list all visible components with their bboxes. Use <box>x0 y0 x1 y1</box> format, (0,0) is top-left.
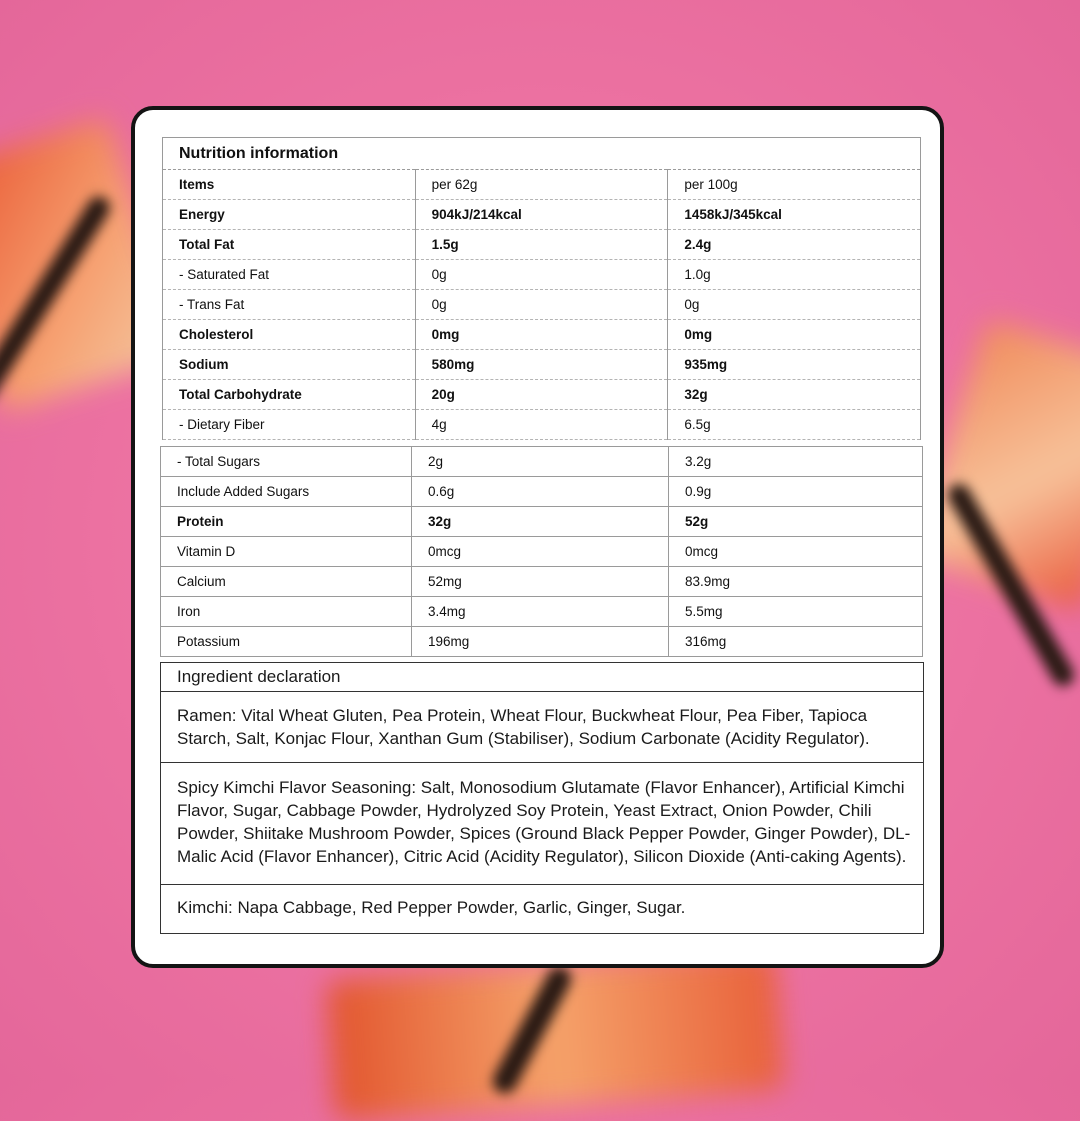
nutrient-name: Energy <box>163 200 416 230</box>
nutrient-name: Protein <box>161 507 412 537</box>
nutrient-name: - Dietary Fiber <box>163 410 416 440</box>
table-row <box>161 597 923 627</box>
table-row <box>163 320 921 350</box>
ingredient-kimchi: Kimchi: Napa Cabbage, Red Pepper Powder, Garlic, Ginger, Sugar. <box>161 884 923 933</box>
table-row <box>163 350 921 380</box>
ingredient-ramen: Ramen: Vital Wheat Gluten, Pea Protein, Wheat Flour, Buckwheat Flour, Pea Fiber, Tapioca Starch, Salt, Konjac Flour, Xanthan Gum (Stabiliser), Sodium Carbonate (Acidity Regulator). <box>161 691 923 762</box>
ingredient-seasoning: Spicy Kimchi Flavor Seasoning: Salt, Monosodium Glutamate (Flavor Enhancer), Artificial Kimchi Flavor, Sugar, Cabbage Powder, Hydrolyzed Soy Protein, Yeast Extract, Onion Powder, Chili Powder, Shiitake Mushroom Powder, Spices (Ground Black Pepper Powder, Ginger Powder), DL-Malic Acid (Flavor Enhancer), Citric Acid (Acidity Regulator), Silicon Dioxide (Anti-caking Agents). <box>161 762 923 884</box>
value-per-62g: 1.5g <box>415 230 668 260</box>
nutrient-name: Iron <box>161 597 412 627</box>
value-per-62g: 4g <box>415 410 668 440</box>
table-row <box>161 567 923 597</box>
table-row <box>161 477 923 507</box>
value-per-62g: 904kJ/214kcal <box>415 200 668 230</box>
value-per-62g: 0.6g <box>412 477 669 507</box>
nutrient-name: Potassium <box>161 627 412 657</box>
value-per-100g: 0g <box>668 290 921 320</box>
column-header-per-62g: per 62g <box>415 170 668 200</box>
table-row <box>161 627 923 657</box>
table-row <box>161 447 923 477</box>
ingredient-declaration <box>160 662 924 934</box>
nutrient-name: Sodium <box>163 350 416 380</box>
value-per-100g: 316mg <box>669 627 923 657</box>
nutrition-title: Nutrition information <box>163 138 921 170</box>
value-per-62g: 196mg <box>412 627 669 657</box>
table-row <box>163 380 921 410</box>
nutrient-name: Include Added Sugars <box>161 477 412 507</box>
table-row <box>163 260 921 290</box>
value-per-100g: 52g <box>669 507 923 537</box>
nutrient-name: Vitamin D <box>161 537 412 567</box>
table-row <box>163 200 921 230</box>
nutrient-name: - Trans Fat <box>163 290 416 320</box>
value-per-62g: 52mg <box>412 567 669 597</box>
value-per-100g: 0mg <box>668 320 921 350</box>
nutrient-name: Calcium <box>161 567 412 597</box>
nutrition-table-top <box>162 137 921 440</box>
nutrient-name: - Total Sugars <box>161 447 412 477</box>
value-per-100g: 83.9mg <box>669 567 923 597</box>
value-per-62g: 580mg <box>415 350 668 380</box>
nutrition-table-bottom <box>160 446 923 657</box>
table-header-row <box>163 170 921 200</box>
value-per-62g: 0mg <box>415 320 668 350</box>
value-per-62g: 20g <box>415 380 668 410</box>
value-per-62g: 32g <box>412 507 669 537</box>
value-per-100g: 0.9g <box>669 477 923 507</box>
value-per-100g: 0mcg <box>669 537 923 567</box>
value-per-62g: 2g <box>412 447 669 477</box>
value-per-62g: 0g <box>415 260 668 290</box>
table-row <box>161 507 923 537</box>
table-row <box>163 410 921 440</box>
value-per-100g: 935mg <box>668 350 921 380</box>
value-per-100g: 6.5g <box>668 410 921 440</box>
value-per-62g: 3.4mg <box>412 597 669 627</box>
nutrient-name: Cholesterol <box>163 320 416 350</box>
table-row <box>163 290 921 320</box>
nutrient-name: Total Carbohydrate <box>163 380 416 410</box>
label-card <box>131 106 944 968</box>
column-header-per-100g: per 100g <box>668 170 921 200</box>
value-per-100g: 1458kJ/345kcal <box>668 200 921 230</box>
value-per-100g: 5.5mg <box>669 597 923 627</box>
value-per-100g: 32g <box>668 380 921 410</box>
value-per-100g: 2.4g <box>668 230 921 260</box>
ingredient-title: Ingredient declaration <box>177 667 341 686</box>
value-per-100g: 3.2g <box>669 447 923 477</box>
table-row <box>163 230 921 260</box>
value-per-62g: 0g <box>415 290 668 320</box>
nutrient-name: Total Fat <box>163 230 416 260</box>
value-per-100g: 1.0g <box>668 260 921 290</box>
value-per-62g: 0mcg <box>412 537 669 567</box>
nutrient-name: - Saturated Fat <box>163 260 416 290</box>
table-row <box>161 537 923 567</box>
column-header-items: Items <box>163 170 416 200</box>
